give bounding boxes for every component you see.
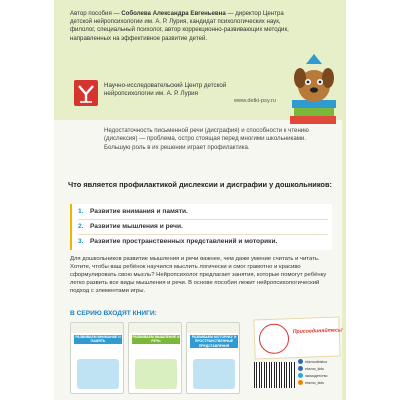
list-text: Развитие пространственных представлений и моторики. (90, 238, 278, 245)
telegram-icon (298, 373, 303, 378)
center-name: Научно-исследовательский Центр детской нейропсихологии им. А. Р. Лурия (104, 82, 227, 97)
join-text: Присоединяйтесь! (292, 327, 343, 336)
author-label: Автор пособия — (70, 10, 122, 17)
book-title: РАЗВИВАЕМ МЫШЛЕНИЕ И РЕЧЬ (132, 335, 180, 344)
book-title: РАЗВИВАЕМ ВНИМАНИЕ И ПАМЯТЬ (75, 335, 121, 344)
list-number: 2. (78, 223, 84, 230)
ok-icon (298, 380, 303, 385)
social-handle: eksmo_kids (305, 380, 324, 385)
social-link[interactable] (298, 365, 346, 372)
series-book[interactable] (128, 322, 182, 394)
author-bio: — директор Центра детской нейропсихологии им. А. Р. Лурия, кандидат психологических наук, филолог, специальный психолог, автор коррекционно-развивающих методик, направленных на эффективное развитие детей. (70, 10, 289, 42)
list-item (78, 223, 328, 230)
vk-icon (298, 366, 303, 371)
book-band (187, 323, 239, 333)
book-illustration (193, 359, 235, 389)
center-website[interactable]: www.detki-psy.ru (234, 98, 276, 104)
list-number: 3. (78, 238, 84, 245)
social-link[interactable] (298, 358, 346, 365)
postcard (253, 317, 343, 360)
series-book[interactable] (186, 322, 240, 394)
vk-icon (298, 359, 303, 364)
list-item (78, 208, 328, 215)
barcode (254, 362, 296, 388)
divider (78, 219, 328, 220)
series-book[interactable] (70, 322, 124, 394)
author-name: Соболева Александра Евгеньевна (121, 10, 226, 17)
question-heading: Что является профилактикой дислексии и дисграфии у дошкольников: (68, 180, 332, 189)
list-text: Развитие внимания и памяти. (90, 208, 188, 215)
social-link[interactable] (298, 379, 346, 386)
social-handle: эксмодетство (305, 373, 328, 378)
book-back-cover (54, 0, 346, 400)
book-band (71, 323, 123, 333)
stamp-icon (258, 323, 289, 354)
social-links (298, 358, 346, 386)
author-info (70, 10, 290, 43)
intro-text: Недостаточность письменной речи (дисграфия) и способности к чтению (дислексия) — проблема, остро стоящая перед многими школьниками. Большую роль в их решении играет профилактика. (104, 127, 309, 151)
list-item (78, 238, 328, 245)
book-illustration (77, 359, 119, 389)
description-paragraph: Для дошкольников развитие мышления и речи важнее, чем даже умение считать и читать. Хотите, чтобы ваш ребёнок научился мыслить логически и смог грамотно и красиво сформулировать свою мысль? Нейропсихолог предлагает занятия, которые помогут ребёнку легко развить все виды мышления и речи. В основе пособия лежит нейропсихологический подход с элементами игры. (70, 256, 327, 294)
divider (78, 234, 328, 235)
social-link[interactable] (298, 372, 346, 379)
list-number: 1. (78, 208, 84, 215)
social-handle: eksmodetstvo (305, 359, 328, 364)
dog-with-books-illustration (286, 42, 342, 126)
book-title: РАЗВИВАЕМ МОТОРИКУ И ПРОСТРАНСТВЕННЫЕ ПРЕДСТАВЛЕНИЯ (191, 335, 237, 348)
prevention-list (70, 204, 332, 250)
list-text: Развитие мышления и речи. (90, 223, 183, 230)
series-label: В СЕРИЮ ВХОДЯТ КНИГИ: (70, 310, 157, 317)
book-band (129, 323, 181, 333)
center-logo-icon (74, 80, 98, 106)
social-handle: eksmo_kids (305, 366, 324, 371)
book-illustration (135, 359, 177, 389)
